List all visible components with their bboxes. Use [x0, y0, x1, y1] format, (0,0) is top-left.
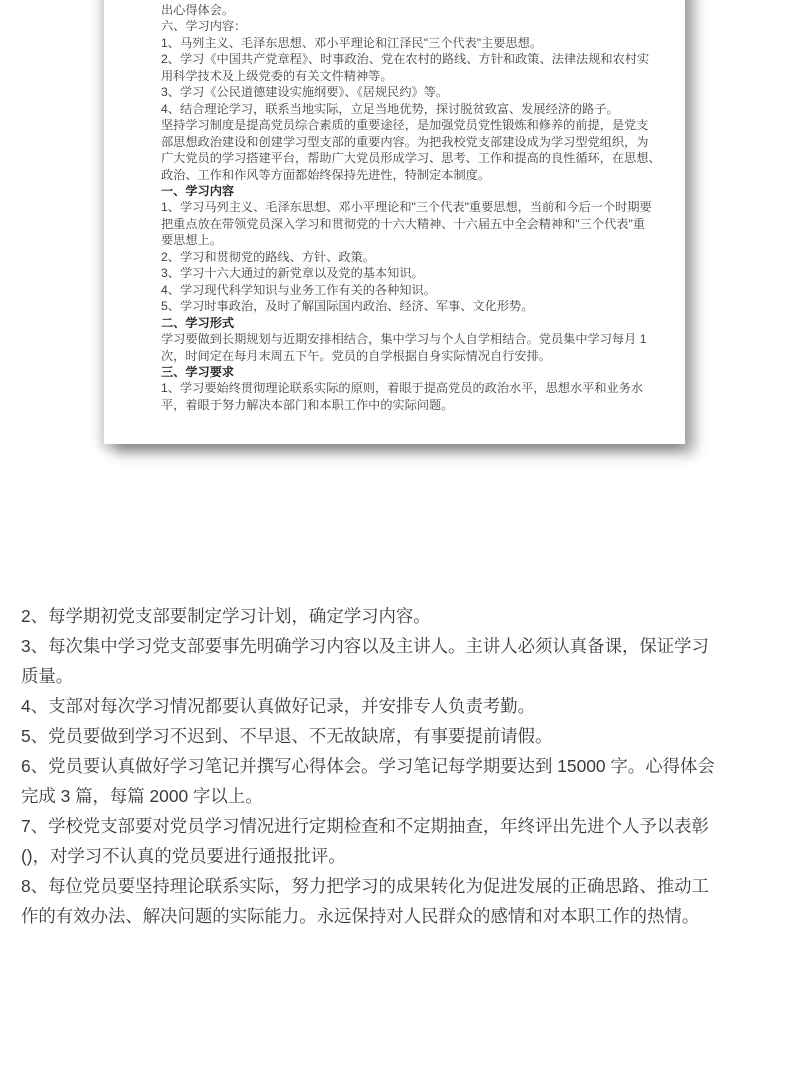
document-text-line: 2、学习《中国共产党章程》、时事政治、党在农村的路线、方针和政策、法律法规和农村实 [161, 52, 650, 67]
document-text-line: 政治、工作和作风等方面都始终保持先进性，特制定本制度。 [161, 167, 491, 182]
document-text-line: 二、学习形式 [161, 315, 235, 330]
body-text-line: 5、党员要做到学习不迟到、不早退、不无故缺席，有事要提前请假。 [21, 726, 553, 746]
document-text-line: 六、学习内容： [161, 19, 247, 34]
body-text-line: 4、支部对每次学习情况都要认真做好记录，并安排专人负责考勤。 [21, 696, 536, 716]
document-text-line: 1、马列主义、毛泽东思想、邓小平理论和江泽民"三个代表"主要思想。 [161, 35, 543, 50]
document-text-line: 平，着眼于努力解决本部门和本职工作中的实际问题。 [161, 397, 454, 412]
document-text-line: 1、学习马列主义、毛泽东思想、邓小平理论和"三个代表"重要思想，当前和今后一个时期要 [161, 200, 652, 215]
document-text-line: 学习要做到长期规划与近期安排相结合，集中学习与个人自学相结合。党员集中学习每月 1 [161, 332, 647, 347]
document-text-line: 4、学习现代科学知识与业务工作有关的各种知识。 [161, 282, 436, 297]
document-text-line: 一、学习内容 [161, 183, 235, 198]
document-text-line: 次，时间定在每月末周五下午。党员的自学根据自身实际情况自行安排。 [161, 348, 551, 363]
document-text-line: 3、学习《公民道德建设实施纲要》、《居规民约》等。 [161, 85, 449, 100]
document-text-line: 1、学习要始终贯彻理论联系实际的原则，着眼于提高党员的政治水平，思想水平和业务水 [161, 381, 644, 396]
body-text-line: 8、每位党员要坚持理论联系实际，努力把学习的成果转化为促进发展的正确思路、推动工 [21, 876, 709, 896]
body-text-line: ()，对学习不认真的党员要进行通报批评。 [21, 846, 346, 866]
body-text-line: 2、每学期初党支部要制定学习计划，确定学习内容。 [21, 606, 431, 626]
body-text-line: 6、党员要认真做好学习笔记并撰写心得体会。学习笔记每学期要达到 15000 字。心得体会 [21, 756, 715, 776]
document-text-line: 坚持学习制度是提高党员综合素质的重要途径，是加强党员党性锻炼和修养的前提，是党支 [161, 118, 649, 133]
document-text-line: 把重点放在带领党员深入学习和贯彻党的十六大精神、十六届五中全会精神和"三个代表"重 [161, 216, 645, 231]
document-text-line: 出心得体会。 [161, 3, 235, 17]
document-text-line: 4、结合理论学习，联系当地实际，立足当地优势，探讨脱贫致富、发展经济的路子。 [161, 101, 619, 116]
body-text-line: 3、每次集中学习党支部要事先明确学习内容以及主讲人。主讲人必须认真备课，保证学习 [21, 636, 709, 656]
document-text-line: 要思想上。 [161, 233, 222, 248]
document-text-line: 用科学技术及上级党委的有关文件精神等。 [161, 68, 393, 83]
document-text-line: 三、学习要求 [161, 364, 235, 379]
body-text-line: 7、学校党支部要对党员学习情况进行定期检查和不定期抽查，年终评出先进个人予以表彰 [21, 816, 709, 836]
body-text-line: 完成 3 篇，每篇 2000 字以上。 [21, 786, 263, 806]
document-page-text [161, 2, 661, 413]
document-text-line: 2、学习和贯彻党的路线、方针、政策。 [161, 249, 375, 264]
body-text-line: 质量。 [21, 666, 74, 686]
document-text-line: 广大党员的学习搭建平台，帮助广大党员形成学习、思考、工作和提高的良性循环，在思想、 [161, 151, 661, 166]
document-text-line: 部思想政治建设和创建学习型支部的重要内容。为把我校党支部建设成为学习型党组织，为 [161, 134, 649, 149]
document-text-line: 5、学习时事政治，及时了解国际国内政治、经济、军事、文化形势。 [161, 299, 534, 314]
body-text-line: 作的有效办法、解决问题的实际能力。永远保持对人民群众的感情和对本职工作的热情。 [21, 906, 700, 926]
body-text-block [21, 601, 799, 931]
document-page [104, 0, 685, 444]
document-text-line: 3、学习十六大通过的新党章以及党的基本知识。 [161, 266, 424, 281]
